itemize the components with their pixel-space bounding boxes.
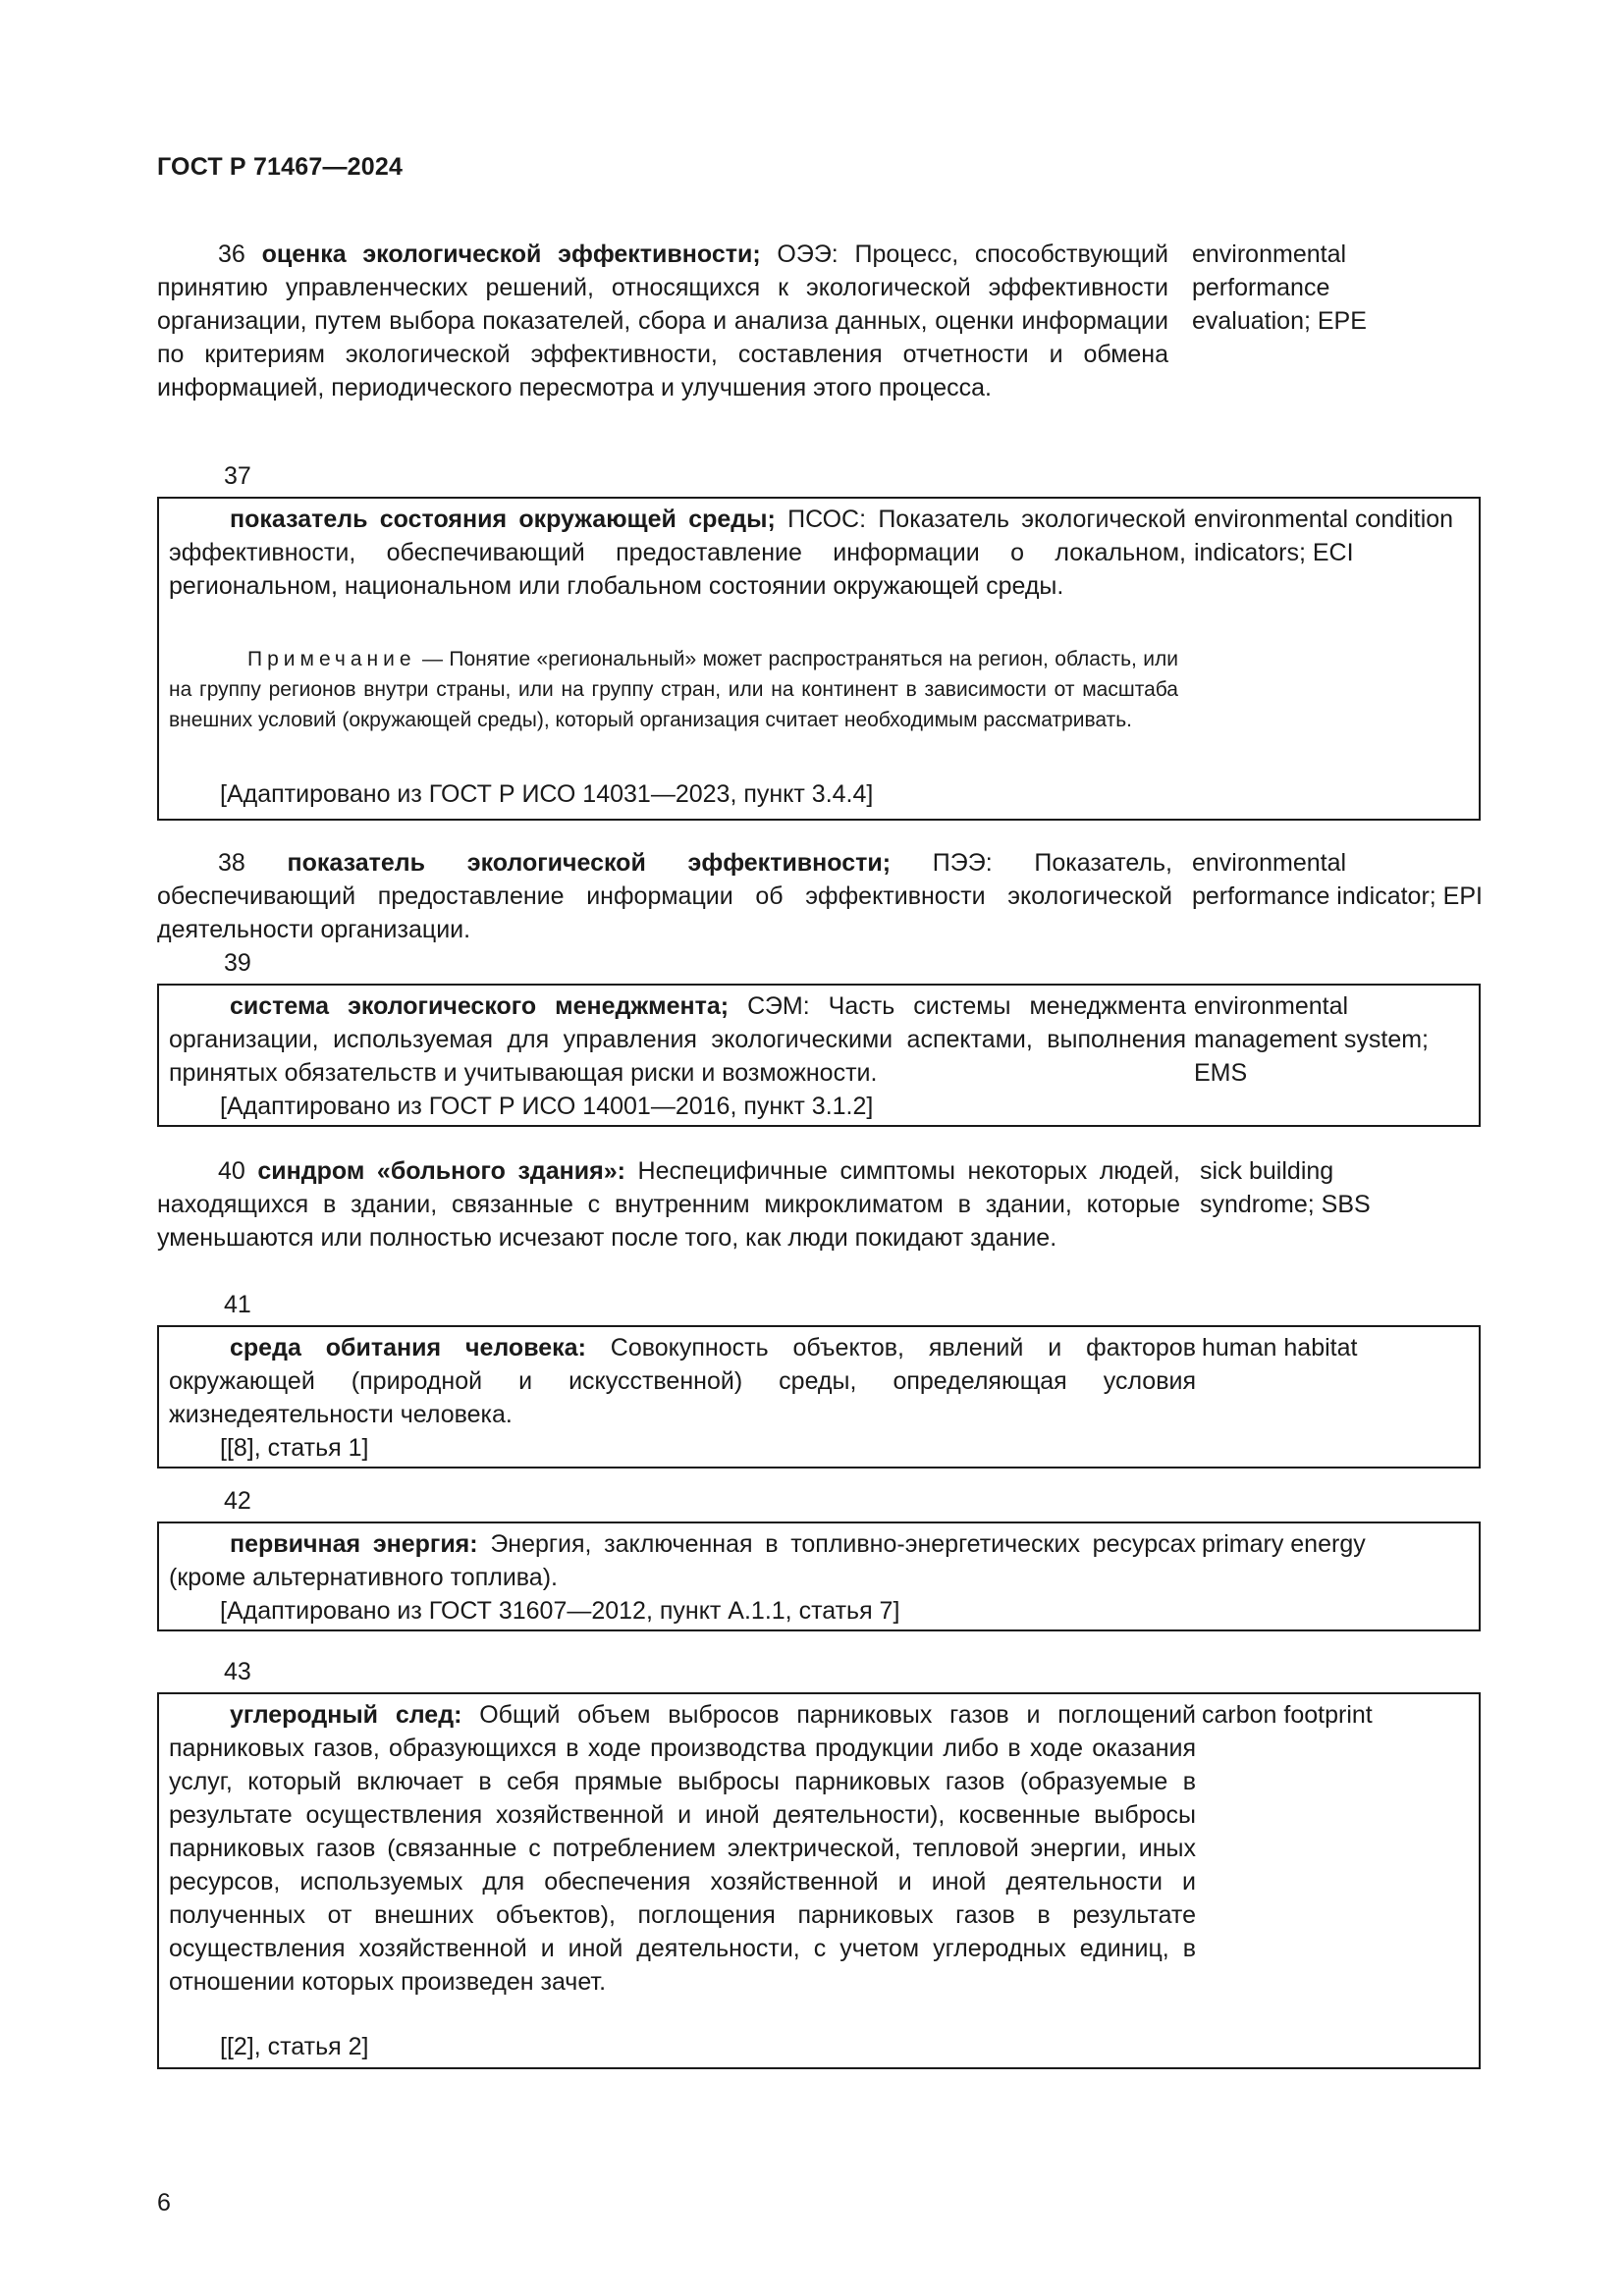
note-label: Примечание <box>247 648 416 670</box>
term-note <box>169 644 1178 735</box>
term-source: [Адаптировано из ГОСТ Р ИСО 14001—2016, пункт 3.1.2] <box>220 1093 874 1120</box>
term-box <box>157 1325 1481 1468</box>
term-definition: Неспецифичные симптомы некоторых людей, находящихся в здании, связанные с внутренним микроклиматом в здании, которые уменьшаются или полностью исчезают после того, как люди покидают здание. <box>157 1157 1181 1252</box>
term-box <box>157 984 1481 1127</box>
term-english: primary energy <box>1202 1530 1366 1558</box>
term-english: sick building syndrome; SBS <box>1200 1157 1371 1218</box>
term-number: 38 <box>218 849 245 877</box>
term-source: [[8], статья 1] <box>220 1434 369 1462</box>
term-definition: Совокупность объектов, явлений и факторов окружающей (природной и искусственной) среды, определяющая условия жизнедеятельности человека. <box>169 1334 1196 1428</box>
term-box <box>157 1522 1481 1631</box>
term-title: первичная энергия: <box>230 1530 478 1558</box>
term-english: human habitat <box>1202 1334 1358 1362</box>
term-number: 41 <box>224 1291 251 1318</box>
page-number: 6 <box>157 2189 171 2216</box>
term-number: 42 <box>224 1487 251 1515</box>
term-source: [[2], статья 2] <box>220 2033 369 2060</box>
term-text <box>157 846 1172 946</box>
term-title: углеродный след: <box>230 1701 462 1729</box>
term-definition: Энергия, заключенная в топливно-энергетических ресурсах (кроме альтернативного топлива). <box>169 1530 1196 1591</box>
term-title: синдром «больного здания»: <box>257 1157 625 1185</box>
term-english: carbon footprint <box>1202 1701 1373 1729</box>
term-definition: СЭМ: Часть системы менеджмента организации, используемая для управления экологическими аспектами, выполнения принятых обязательств и учитывающая риски и возможности. <box>169 992 1186 1087</box>
term-text <box>169 503 1186 603</box>
term-text <box>157 238 1168 404</box>
term-title: показатель экологической эффективности; <box>287 849 892 877</box>
term-number: 43 <box>224 1658 251 1685</box>
term-definition: ПЭЭ: Показатель, обеспечивающий предоставление информации об эффективности экологической деятельности организации. <box>157 849 1172 943</box>
term-definition: ОЭЭ: Процесс, способствующий принятию управленческих решений, относящихся к экологической эффективности организации, путем выбора показателей, сбора и анализа данных, оценки информации по критериям экологической эффективности, составления отчетности и обмена информацией, периодического пересмотра и улучшения этого процесса. <box>157 240 1168 401</box>
term-source: [Адаптировано из ГОСТ Р ИСО 14031—2023, пункт 3.4.4] <box>220 780 874 808</box>
term-text <box>169 1698 1196 1999</box>
term-text <box>169 989 1186 1090</box>
term-english: environmental condition indicators; ECI <box>1194 506 1454 566</box>
term-title: среда обитания человека: <box>230 1334 586 1362</box>
term-number: 40 <box>218 1157 245 1185</box>
term-title: система экологического менеджмента; <box>230 992 730 1020</box>
term-definition: Общий объем выбросов парниковых газов и поглощений парниковых газов, образующихся в ходе производства продукции либо в ходе оказания услуг, который включает в себя прямые выбросы парниковых газов (образуемые в результате осуществления хозяйственной и иной деятельности), косвенные выбросы парниковых газов (связанные с потреблением электрической, тепловой энергии, иных ресурсов, используемых для обеспечения хозяйственной и иной деятельности и полученных от внешних объектов), поглощения парниковых газов в результате осуществления хозяйственной и иной деятельности, с учетом углеродных единиц, в отношении которых произведен зачет. <box>169 1701 1196 1996</box>
note-text: — Понятие «региональный» может распространяться на регион, область, или на группу регионов внутри страны, или на группу стран, или на континент в зависимости от масштаба внешних условий (окружающей среды), который организация считает необходимым рассматривать. <box>169 648 1178 731</box>
term-number: 39 <box>224 949 251 977</box>
term-title: показатель состояния окружающей среды; <box>230 506 776 533</box>
term-source: [Адаптировано из ГОСТ 31607—2012, пункт А.1.1, статья 7] <box>220 1597 900 1625</box>
term-box <box>157 497 1481 821</box>
term-number: 37 <box>224 462 251 490</box>
term-english: environmental performance evaluation; EPE <box>1192 240 1367 335</box>
term-box <box>157 1692 1481 2069</box>
term-text <box>169 1527 1196 1594</box>
term-definition: ПСОС: Показатель экологической эффективности, обеспечивающий предоставление информации о локальном, региональном, национальном или глобальном состоянии окружающей среды. <box>169 506 1186 600</box>
document-header: ГОСТ Р 71467—2024 <box>157 153 404 181</box>
term-english: environmental management system; EMS <box>1194 992 1429 1087</box>
term-english: environmental performance indicator; EPI <box>1192 849 1483 910</box>
term-title: оценка экологической эффективности; <box>261 240 761 268</box>
term-number: 36 <box>218 240 245 268</box>
term-text <box>157 1154 1180 1255</box>
term-text <box>169 1331 1196 1431</box>
